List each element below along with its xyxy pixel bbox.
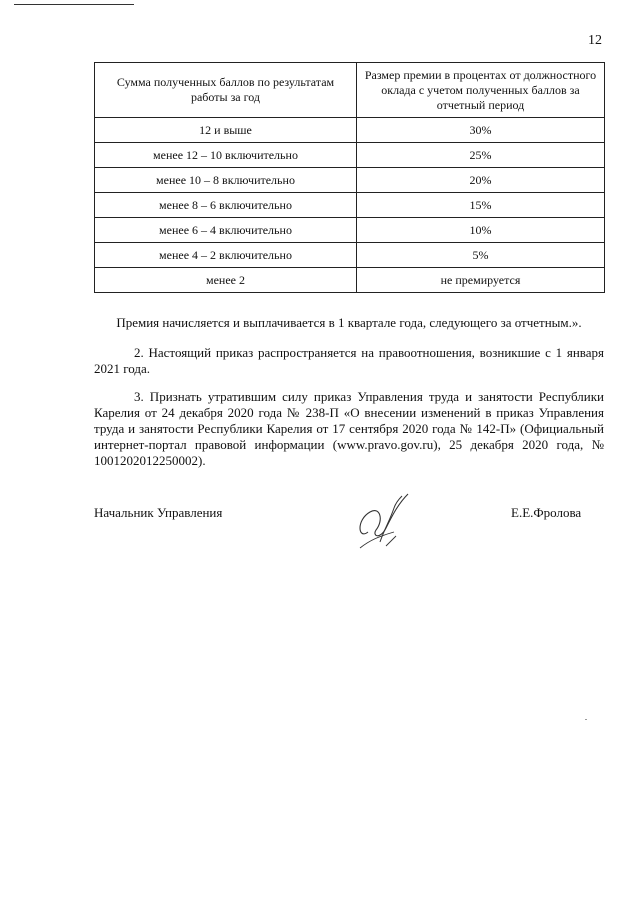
table-row: [95, 118, 605, 143]
cell-score: менее 4 – 2 включительно: [95, 243, 357, 268]
cell-bonus: 15%: [357, 193, 605, 218]
table-header-row: [95, 63, 605, 118]
cell-bonus: 5%: [357, 243, 605, 268]
bonus-note: Премия начисляется и выплачивается в 1 квартале года, следующего за отчетным.».: [116, 315, 582, 330]
table-row: [95, 243, 605, 268]
cell-score: менее 8 – 6 включительно: [95, 193, 357, 218]
cell-bonus: 30%: [357, 118, 605, 143]
signatory-role: Начальник Управления: [94, 505, 223, 520]
bonus-table: [94, 62, 605, 293]
cell-bonus: 25%: [357, 143, 605, 168]
page-number: 12: [588, 33, 602, 48]
paragraph-2: 2. Настоящий приказ распространяется на правоотношения, возникшие с 1 января 2021 года.: [94, 345, 604, 376]
cell-score: менее 10 – 8 включительно: [95, 168, 357, 193]
cell-bonus: 10%: [357, 218, 605, 243]
cell-score: менее 2: [95, 268, 357, 293]
cell-score: менее 6 – 4 включительно: [95, 218, 357, 243]
header-bonus: Размер премии в процентах от должностного оклада с учетом полученных баллов за отчетный период: [357, 63, 605, 118]
cell-bonus: не премируется: [357, 268, 605, 293]
cell-bonus: 20%: [357, 168, 605, 193]
signatory-name: Е.Е.Фролова: [511, 505, 582, 520]
cell-score: 12 и выше: [95, 118, 357, 143]
table-row: [95, 193, 605, 218]
cell-score: менее 12 – 10 включительно: [95, 143, 357, 168]
table-row: [95, 218, 605, 243]
table-row: [95, 143, 605, 168]
header-score: Сумма полученных баллов по результатам работы за год: [95, 63, 357, 118]
handwritten-signature: [350, 490, 420, 555]
paragraph-3: 3. Признать утратившим силу приказ Управления труда и занятости Республики Карелия от 24 декабря 2020 года № 238-П «О внесении изменений в приказ Управления труда и занятости Республики Карелия от 17 сентября 2020 года № 142-П» (Официальный интернет-портал правовой информации (www.pravo.gov.ru), 25 декабря 2020 года, № 1001202012250002).: [94, 389, 604, 468]
table-row: [95, 168, 605, 193]
top-rule: [14, 4, 134, 5]
scan-speck: [585, 719, 587, 720]
table-row: [95, 268, 605, 293]
